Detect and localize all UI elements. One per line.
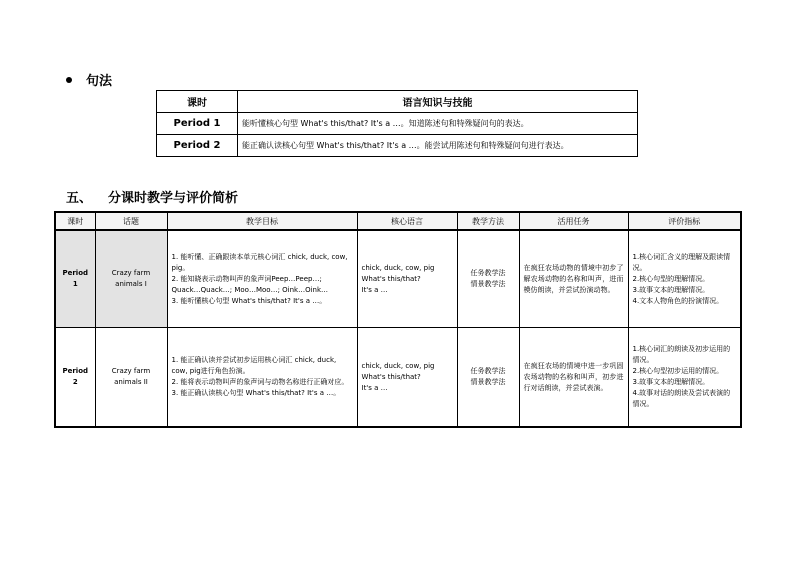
table-row [55,328,741,428]
syntax-table [156,90,638,157]
method-item: 情景教学法 [470,378,506,386]
header-cell: 教学方法 [457,212,519,230]
method-item: 情景教学法 [470,280,506,288]
core-line: chick, duck, cow, pig [361,361,435,370]
table-row [157,135,638,157]
evaluation-cell [628,328,741,428]
lesson-table [54,211,742,428]
evaluation-item: 3.故事文本的理解情况。 [632,378,710,386]
core-line: What's this/that? [361,274,421,283]
period-label: Period [62,269,89,277]
core-line: chick, duck, cow, pig [361,263,435,272]
syntax-heading [66,70,112,89]
header-cell: 活用任务 [519,212,628,230]
header-cell: 教学目标 [167,212,357,230]
period-number: 1 [72,280,78,288]
goal-item: 2. 能将表示动物叫声的象声词与动物名称进行正确对应。 [171,378,349,386]
methods-cell [457,230,519,328]
desc-cell: 能听懂核心句型 What's this/that? It's a …。知道陈述句和特殊疑问句的表达。 [238,113,638,135]
topic-cell [95,328,167,428]
table-row [55,230,741,328]
methods-cell [457,328,519,428]
header-cell: 语言知识与技能 [238,91,638,113]
evaluation-item: 2.核心句型初步运用的情况。 [632,367,724,375]
evaluation-item: 4.文本人物角色的扮演情况。 [632,296,724,305]
task-cell: 在疯狂农场的情境中进一步巩固农场动物的名称和叫声，初步进行对话朗读，并尝试表演。 [519,328,628,428]
topic-line: Crazy farm [111,269,151,277]
topic-cell [95,230,167,328]
header-cell: 课时 [55,212,95,230]
section-heading [66,187,238,206]
goal-item: 1. 能听懂、正确跟读本单元核心词汇 chick, duck, cow, pig。 [171,252,348,272]
goal-item: 2. 能知晓表示动物叫声的象声词Peep…Peep…; Quack…Quack…; Moo…Moo…; Oink…Oink… [171,274,329,294]
evaluation-cell [628,230,741,328]
evaluation-item: 4.故事对话的朗读及尝试表演的情况。 [632,389,731,408]
method-item: 任务教学法 [470,269,506,277]
topic-line: Crazy farm [111,367,151,375]
goal-item: 3. 能正确认读核心句型 What's this/that? It's a …。 [171,389,341,397]
section-number: 五、 [66,191,93,206]
period-label: Period [62,367,89,375]
topic-line: animals I [115,280,147,288]
goals-cell [167,328,357,428]
syntax-table-header [157,91,638,113]
evaluation-item: 1.核心词汇含义的理解及跟读情况。 [632,252,731,272]
lesson-table-header [55,212,741,230]
table-row [157,113,638,135]
period-cell [55,328,95,428]
period-cell: Period 1 [157,113,238,135]
header-cell: 核心语言 [357,212,457,230]
bullet-icon [66,77,72,83]
header-cell: 话题 [95,212,167,230]
core-language-cell [357,328,457,428]
evaluation-item: 2.核心句型的理解情况。 [632,274,710,283]
goal-item: 1. 能正确认读并尝试初步运用核心词汇 chick, duck, cow, pig进行角色扮演。 [171,356,337,375]
core-language-cell [357,230,457,328]
header-cell: 课时 [157,91,238,113]
desc-cell: 能正确认读核心句型 What's this/that? It's a …。能尝试用陈述句和特殊疑问句进行表达。 [238,135,638,157]
section-title: 分课时教学与评价简析 [108,191,239,206]
task-cell: 在疯狂农场动物的情境中初步了解农场动物的名称和叫声，进而模仿朗读，并尝试扮演动物。 [519,230,628,328]
topic-line: animals II [114,378,148,386]
method-item: 任务教学法 [470,367,506,375]
goal-item: 3. 能听懂核心句型 What's this/that? It's a …。 [171,296,327,305]
period-number: 2 [72,378,78,386]
header-cell: 评价指标 [628,212,741,230]
goals-cell [167,230,357,328]
core-line: It's a … [361,383,388,392]
period-cell [55,230,95,328]
evaluation-item: 3.故事文本的理解情况。 [632,285,710,294]
evaluation-item: 1.核心词汇的朗读及初步运用的情况。 [632,345,731,364]
core-line: It's a … [361,285,388,294]
period-cell: Period 2 [157,135,238,157]
syntax-title: 句法 [86,74,113,89]
core-line: What's this/that? [361,372,421,381]
